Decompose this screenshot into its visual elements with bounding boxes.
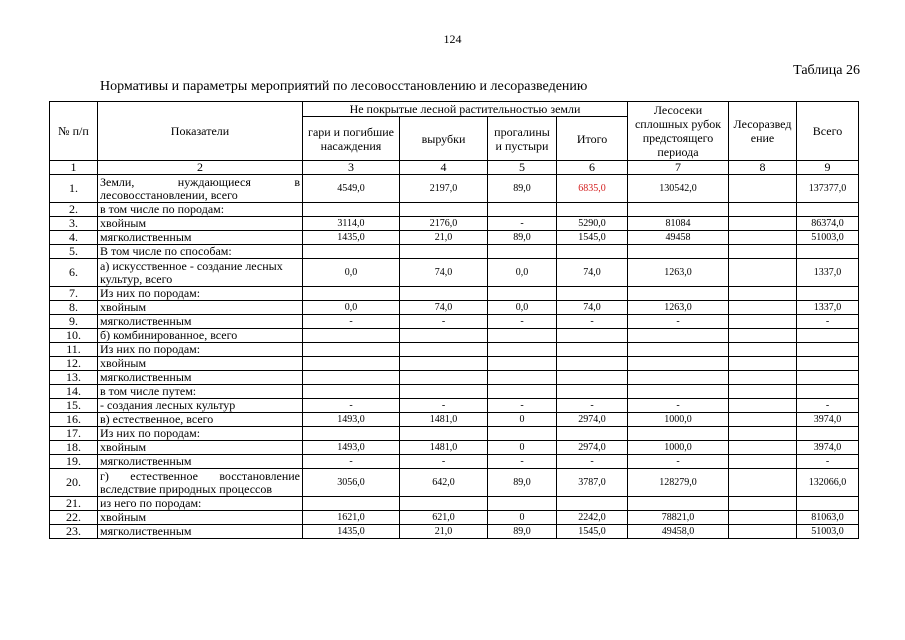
cell-value: 51003,0 (797, 525, 859, 539)
cell-value: 2176,0 (400, 217, 488, 231)
row-label: Земли, нуждающиеся в лесовосстановлении, всего (98, 175, 303, 203)
row-number: 13. (50, 371, 98, 385)
cell-value: 130542,0 (628, 175, 729, 203)
cell-value (488, 343, 557, 357)
cell-value (488, 371, 557, 385)
row-number: 12. (50, 357, 98, 371)
cell-value: 81084 (628, 217, 729, 231)
column-number: 3 (303, 161, 400, 175)
cell-value (557, 385, 628, 399)
cell-value (400, 245, 488, 259)
row-number: 1. (50, 175, 98, 203)
cell-value: 78821,0 (628, 511, 729, 525)
cell-value: 1493,0 (303, 413, 400, 427)
column-number: 9 (797, 161, 859, 175)
cell-value: 0 (488, 441, 557, 455)
cell-value: 1493,0 (303, 441, 400, 455)
row-number: 4. (50, 231, 98, 245)
cell-value: - (628, 455, 729, 469)
cell-value (628, 329, 729, 343)
table-row (50, 399, 859, 413)
cell-value: 137377,0 (797, 175, 859, 203)
row-number: 9. (50, 315, 98, 329)
cell-value (797, 287, 859, 301)
cell-value: 89,0 (488, 231, 557, 245)
cell-value: 1000,0 (628, 413, 729, 427)
cell-value: - (557, 399, 628, 413)
cell-value (628, 287, 729, 301)
cell-value (729, 511, 797, 525)
cell-value (797, 427, 859, 441)
header-col-num: № п/п (50, 102, 98, 161)
row-label: в том числе по породам: (98, 203, 303, 217)
cell-value (797, 497, 859, 511)
cell-value: 21,0 (400, 525, 488, 539)
cell-value (488, 329, 557, 343)
cell-value (303, 427, 400, 441)
cell-value (557, 343, 628, 357)
cell-value (488, 287, 557, 301)
row-label: мягколиственным (98, 315, 303, 329)
column-numbers-row (50, 161, 859, 175)
column-number: 7 (628, 161, 729, 175)
cell-value (729, 497, 797, 511)
cell-value (628, 203, 729, 217)
cell-value (729, 441, 797, 455)
header-sub-burned: гари и погибшие насаждения (303, 117, 400, 161)
cell-value (557, 497, 628, 511)
header-col-cutting: Лесосеки сплошных рубок предстоящего периода (628, 102, 729, 161)
cell-value (488, 497, 557, 511)
cell-value (797, 245, 859, 259)
cell-value (488, 357, 557, 371)
cell-value: - (400, 455, 488, 469)
cell-value (400, 287, 488, 301)
cell-value (303, 329, 400, 343)
cell-value (729, 315, 797, 329)
header-group-unforested: Не покрытые лесной растительностью земли (303, 102, 628, 117)
cell-value: 1545,0 (557, 525, 628, 539)
table-row (50, 441, 859, 455)
cell-value: 1337,0 (797, 259, 859, 287)
table-label: Таблица 26 (793, 63, 860, 78)
cell-value (729, 455, 797, 469)
cell-value: 1545,0 (557, 231, 628, 245)
cell-value (628, 343, 729, 357)
table-row (50, 511, 859, 525)
table-row (50, 371, 859, 385)
cell-value: 74,0 (400, 259, 488, 287)
cell-value: 2242,0 (557, 511, 628, 525)
row-number: 15. (50, 399, 98, 413)
cell-value: - (797, 315, 859, 329)
cell-value (557, 203, 628, 217)
row-label: в том числе путем: (98, 385, 303, 399)
row-label: из него по породам: (98, 497, 303, 511)
cell-value (729, 357, 797, 371)
table-row (50, 245, 859, 259)
cell-value (729, 413, 797, 427)
page-number: 124 (443, 32, 462, 46)
row-number: 17. (50, 427, 98, 441)
row-label: в) естественное, всего (98, 413, 303, 427)
cell-value: 21,0 (400, 231, 488, 245)
column-number: 5 (488, 161, 557, 175)
cell-value (729, 469, 797, 497)
cell-value: - (628, 399, 729, 413)
row-label: - создания лесных культур (98, 399, 303, 413)
cell-value (729, 245, 797, 259)
cell-value: 2974,0 (557, 441, 628, 455)
cell-value: 3787,0 (557, 469, 628, 497)
row-label: хвойным (98, 441, 303, 455)
cell-value: 3114,0 (303, 217, 400, 231)
cell-value: 89,0 (488, 175, 557, 203)
row-number: 8. (50, 301, 98, 315)
table-row (50, 287, 859, 301)
row-label: мягколиственным (98, 525, 303, 539)
cell-value (488, 427, 557, 441)
table-row (50, 427, 859, 441)
cell-value (303, 385, 400, 399)
row-label: В том числе по способам: (98, 245, 303, 259)
header-sub-glades: прогалины и пустыри (488, 117, 557, 161)
cell-value: - (557, 455, 628, 469)
cell-value: 1621,0 (303, 511, 400, 525)
cell-value (400, 427, 488, 441)
table-row (50, 259, 859, 287)
row-label: г) естественное восстановление вследствие природных процессов (98, 469, 303, 497)
cell-value: 0 (488, 413, 557, 427)
cell-value: 2974,0 (557, 413, 628, 427)
row-number: 21. (50, 497, 98, 511)
table-row (50, 357, 859, 371)
column-number: 2 (98, 161, 303, 175)
cell-value: 74,0 (557, 259, 628, 287)
row-number: 23. (50, 525, 98, 539)
cell-value (797, 371, 859, 385)
cell-value: 5290,0 (557, 217, 628, 231)
cell-value (557, 287, 628, 301)
cell-value (729, 399, 797, 413)
cell-value: - (488, 455, 557, 469)
header-col-indicators: Показатели (98, 102, 303, 161)
header-sub-clearings: вырубки (400, 117, 488, 161)
cell-value (729, 231, 797, 245)
table-row (50, 385, 859, 399)
cell-value (303, 357, 400, 371)
cell-value: 74,0 (557, 301, 628, 315)
row-number: 10. (50, 329, 98, 343)
cell-value: 0,0 (303, 259, 400, 287)
cell-value (557, 371, 628, 385)
cell-value: 74,0 (400, 301, 488, 315)
cell-value (797, 203, 859, 217)
table-row (50, 343, 859, 357)
document-title: Нормативы и параметры мероприятий по лесовосстановлению и лесоразведению (100, 79, 588, 94)
row-label: мягколиственным (98, 231, 303, 245)
row-number: 2. (50, 203, 98, 217)
row-number: 22. (50, 511, 98, 525)
row-label: Из них по породам: (98, 427, 303, 441)
cell-value: 0 (488, 511, 557, 525)
cell-value (303, 203, 400, 217)
row-number: 7. (50, 287, 98, 301)
table-row (50, 203, 859, 217)
row-label: Из них по породам: (98, 343, 303, 357)
row-number: 14. (50, 385, 98, 399)
row-label: хвойным (98, 217, 303, 231)
cell-value: 642,0 (400, 469, 488, 497)
cell-value: 3974,0 (797, 413, 859, 427)
cell-value: 89,0 (488, 525, 557, 539)
cell-value: 1263,0 (628, 259, 729, 287)
cell-value: 1263,0 (628, 301, 729, 315)
cell-value: - (400, 315, 488, 329)
cell-value: 1435,0 (303, 525, 400, 539)
cell-value: 1337,0 (797, 301, 859, 315)
row-number: 18. (50, 441, 98, 455)
cell-value (729, 385, 797, 399)
cell-value: 1481,0 (400, 413, 488, 427)
cell-value (729, 371, 797, 385)
table-row (50, 217, 859, 231)
cell-value: 51003,0 (797, 231, 859, 245)
cell-value (729, 525, 797, 539)
cell-value: - (797, 455, 859, 469)
cell-value (400, 497, 488, 511)
cell-value (729, 287, 797, 301)
table-row (50, 455, 859, 469)
row-number: 6. (50, 259, 98, 287)
cell-value: 86374,0 (797, 217, 859, 231)
cell-value: 0,0 (488, 259, 557, 287)
table-body (50, 161, 859, 539)
cell-value: 4549,0 (303, 175, 400, 203)
cell-value (797, 357, 859, 371)
table-row (50, 315, 859, 329)
cell-value (557, 329, 628, 343)
cell-value: - (488, 399, 557, 413)
table-row (50, 525, 859, 539)
cell-value: - (303, 399, 400, 413)
cell-value (303, 287, 400, 301)
cell-value (628, 385, 729, 399)
table-row (50, 413, 859, 427)
cell-value (488, 245, 557, 259)
cell-value: - (488, 217, 557, 231)
header-sub-total: Итого (557, 117, 628, 161)
cell-value (303, 245, 400, 259)
cell-value: 6835,0 (557, 175, 628, 203)
cell-value: 49458 (628, 231, 729, 245)
cell-value: 2197,0 (400, 175, 488, 203)
table-row (50, 231, 859, 245)
cell-value: 1000,0 (628, 441, 729, 455)
cell-value (628, 427, 729, 441)
cell-value: 1435,0 (303, 231, 400, 245)
row-number: 11. (50, 343, 98, 357)
cell-value: - (628, 315, 729, 329)
row-label: мягколиственным (98, 371, 303, 385)
cell-value: 0,0 (303, 301, 400, 315)
cell-value (729, 175, 797, 203)
row-number: 5. (50, 245, 98, 259)
cell-value: 81063,0 (797, 511, 859, 525)
table-row (50, 329, 859, 343)
column-number: 6 (557, 161, 628, 175)
cell-value (729, 203, 797, 217)
cell-value (797, 343, 859, 357)
cell-value: 132066,0 (797, 469, 859, 497)
cell-value: - (797, 399, 859, 413)
row-number: 20. (50, 469, 98, 497)
row-label: мягколиственным (98, 455, 303, 469)
table-row (50, 301, 859, 315)
cell-value (557, 427, 628, 441)
table-row (50, 497, 859, 511)
cell-value (797, 329, 859, 343)
cell-value: - (557, 315, 628, 329)
cell-value: 89,0 (488, 469, 557, 497)
cell-value (303, 343, 400, 357)
cell-value: 49458,0 (628, 525, 729, 539)
cell-value: 0,0 (488, 301, 557, 315)
row-label: хвойным (98, 301, 303, 315)
column-number: 4 (400, 161, 488, 175)
cell-value (488, 385, 557, 399)
cell-value (303, 497, 400, 511)
row-number: 16. (50, 413, 98, 427)
row-label: хвойным (98, 511, 303, 525)
cell-value: 1481,0 (400, 441, 488, 455)
cell-value (400, 385, 488, 399)
header-col-grand-total: Всего (797, 102, 859, 161)
row-label: хвойным (98, 357, 303, 371)
cell-value: 3974,0 (797, 441, 859, 455)
cell-value (628, 371, 729, 385)
cell-value (400, 343, 488, 357)
row-label: а) искусственное - создание лесных культур, всего (98, 259, 303, 287)
cell-value (628, 245, 729, 259)
cell-value (729, 301, 797, 315)
cell-value (488, 203, 557, 217)
cell-value (628, 497, 729, 511)
cell-value: - (303, 455, 400, 469)
cell-value: - (303, 315, 400, 329)
cell-value: 128279,0 (628, 469, 729, 497)
cell-value (557, 357, 628, 371)
cell-value (729, 329, 797, 343)
cell-value (400, 203, 488, 217)
header-col-afforestation: Лесоразведение (729, 102, 797, 161)
cell-value (729, 259, 797, 287)
forest-restoration-table (49, 101, 859, 539)
cell-value: - (488, 315, 557, 329)
cell-value: - (400, 399, 488, 413)
cell-value: 3056,0 (303, 469, 400, 497)
row-label: Из них по породам: (98, 287, 303, 301)
cell-value (729, 427, 797, 441)
table-row (50, 469, 859, 497)
cell-value (729, 217, 797, 231)
cell-value (729, 343, 797, 357)
cell-value (628, 357, 729, 371)
cell-value (400, 357, 488, 371)
row-label: б) комбинированное, всего (98, 329, 303, 343)
cell-value (797, 385, 859, 399)
cell-value (400, 329, 488, 343)
cell-value (557, 245, 628, 259)
column-number: 1 (50, 161, 98, 175)
row-number: 3. (50, 217, 98, 231)
cell-value (400, 371, 488, 385)
table-row (50, 175, 859, 203)
cell-value (303, 371, 400, 385)
cell-value: 621,0 (400, 511, 488, 525)
row-number: 19. (50, 455, 98, 469)
column-number: 8 (729, 161, 797, 175)
